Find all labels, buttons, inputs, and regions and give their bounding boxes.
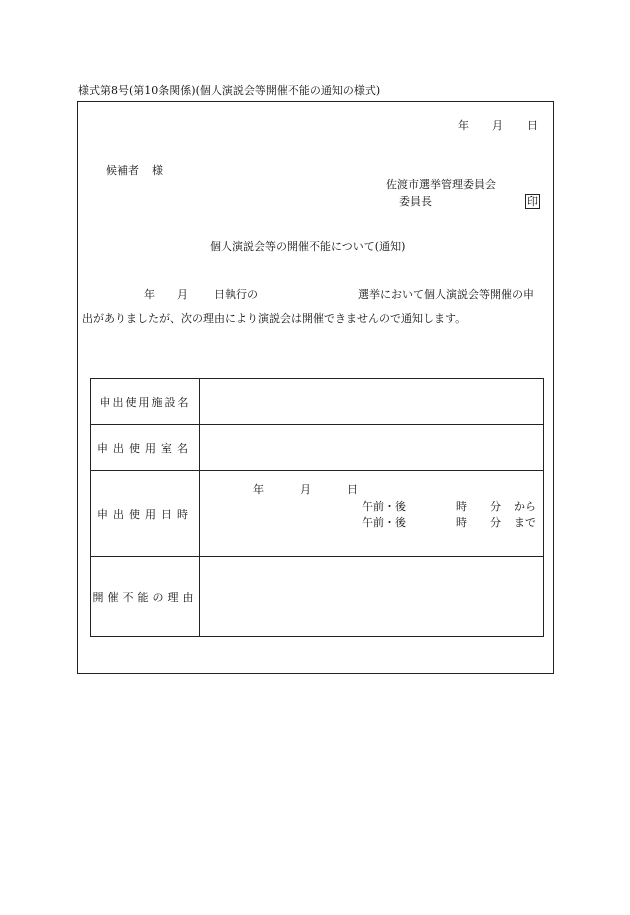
dt-end-hour: 時 xyxy=(456,516,467,529)
issuer-title: 委員長 xyxy=(399,195,432,208)
dt-start-ampm: 午前・後 xyxy=(362,500,406,513)
body-month: 月 xyxy=(177,288,188,301)
dt-day: 日 xyxy=(347,483,358,496)
table-row xyxy=(91,557,544,637)
row-value-facility xyxy=(200,379,544,425)
detail-table xyxy=(90,378,544,637)
addressee-honorific: 様 xyxy=(152,164,163,177)
row-label-reason: 開催不能の理由 xyxy=(91,557,200,637)
row-label-room: 申出使用室名 xyxy=(91,425,200,471)
table-row xyxy=(91,471,544,557)
row-value-reason xyxy=(200,557,544,637)
table-row xyxy=(91,425,544,471)
body-line2: 出がありましたが、次の理由により演説会は開催できませんので通知します。 xyxy=(82,312,467,325)
row-value-room xyxy=(200,425,544,471)
body-year: 年 xyxy=(144,288,155,301)
seal-label: 印 xyxy=(527,195,538,208)
row-value-datetime xyxy=(200,471,544,557)
dt-end-suffix: まで xyxy=(514,516,536,529)
date-day-label: 日 xyxy=(527,119,538,132)
dt-year: 年 xyxy=(253,483,264,496)
table-row xyxy=(91,379,544,425)
dt-start-hour: 時 xyxy=(456,500,467,513)
date-month-label: 月 xyxy=(492,119,503,132)
issuer-organization: 佐渡市選挙管理委員会 xyxy=(386,178,496,191)
dt-end-ampm: 午前・後 xyxy=(362,516,406,529)
body-day-exec: 日執行の xyxy=(214,288,258,301)
date-year-label: 年 xyxy=(458,119,469,132)
form-number: 様式第8号(第10条関係)(個人演説会等開催不能の通知の様式) xyxy=(78,84,381,97)
dt-end-minute: 分 xyxy=(490,516,501,529)
dt-start-minute: 分 xyxy=(490,500,501,513)
seal-mark xyxy=(525,194,540,209)
row-label-datetime: 申出使用日時 xyxy=(91,471,200,557)
dt-start-suffix: から xyxy=(514,500,536,513)
body-line1-tail: 選挙において個人演説会等開催の申 xyxy=(358,288,534,301)
addressee-label: 候補者 xyxy=(106,164,139,177)
dt-month: 月 xyxy=(300,483,311,496)
row-label-facility: 申出使用施設名 xyxy=(91,379,200,425)
subject-title: 個人演説会等の開催不能について(通知) xyxy=(210,240,406,253)
